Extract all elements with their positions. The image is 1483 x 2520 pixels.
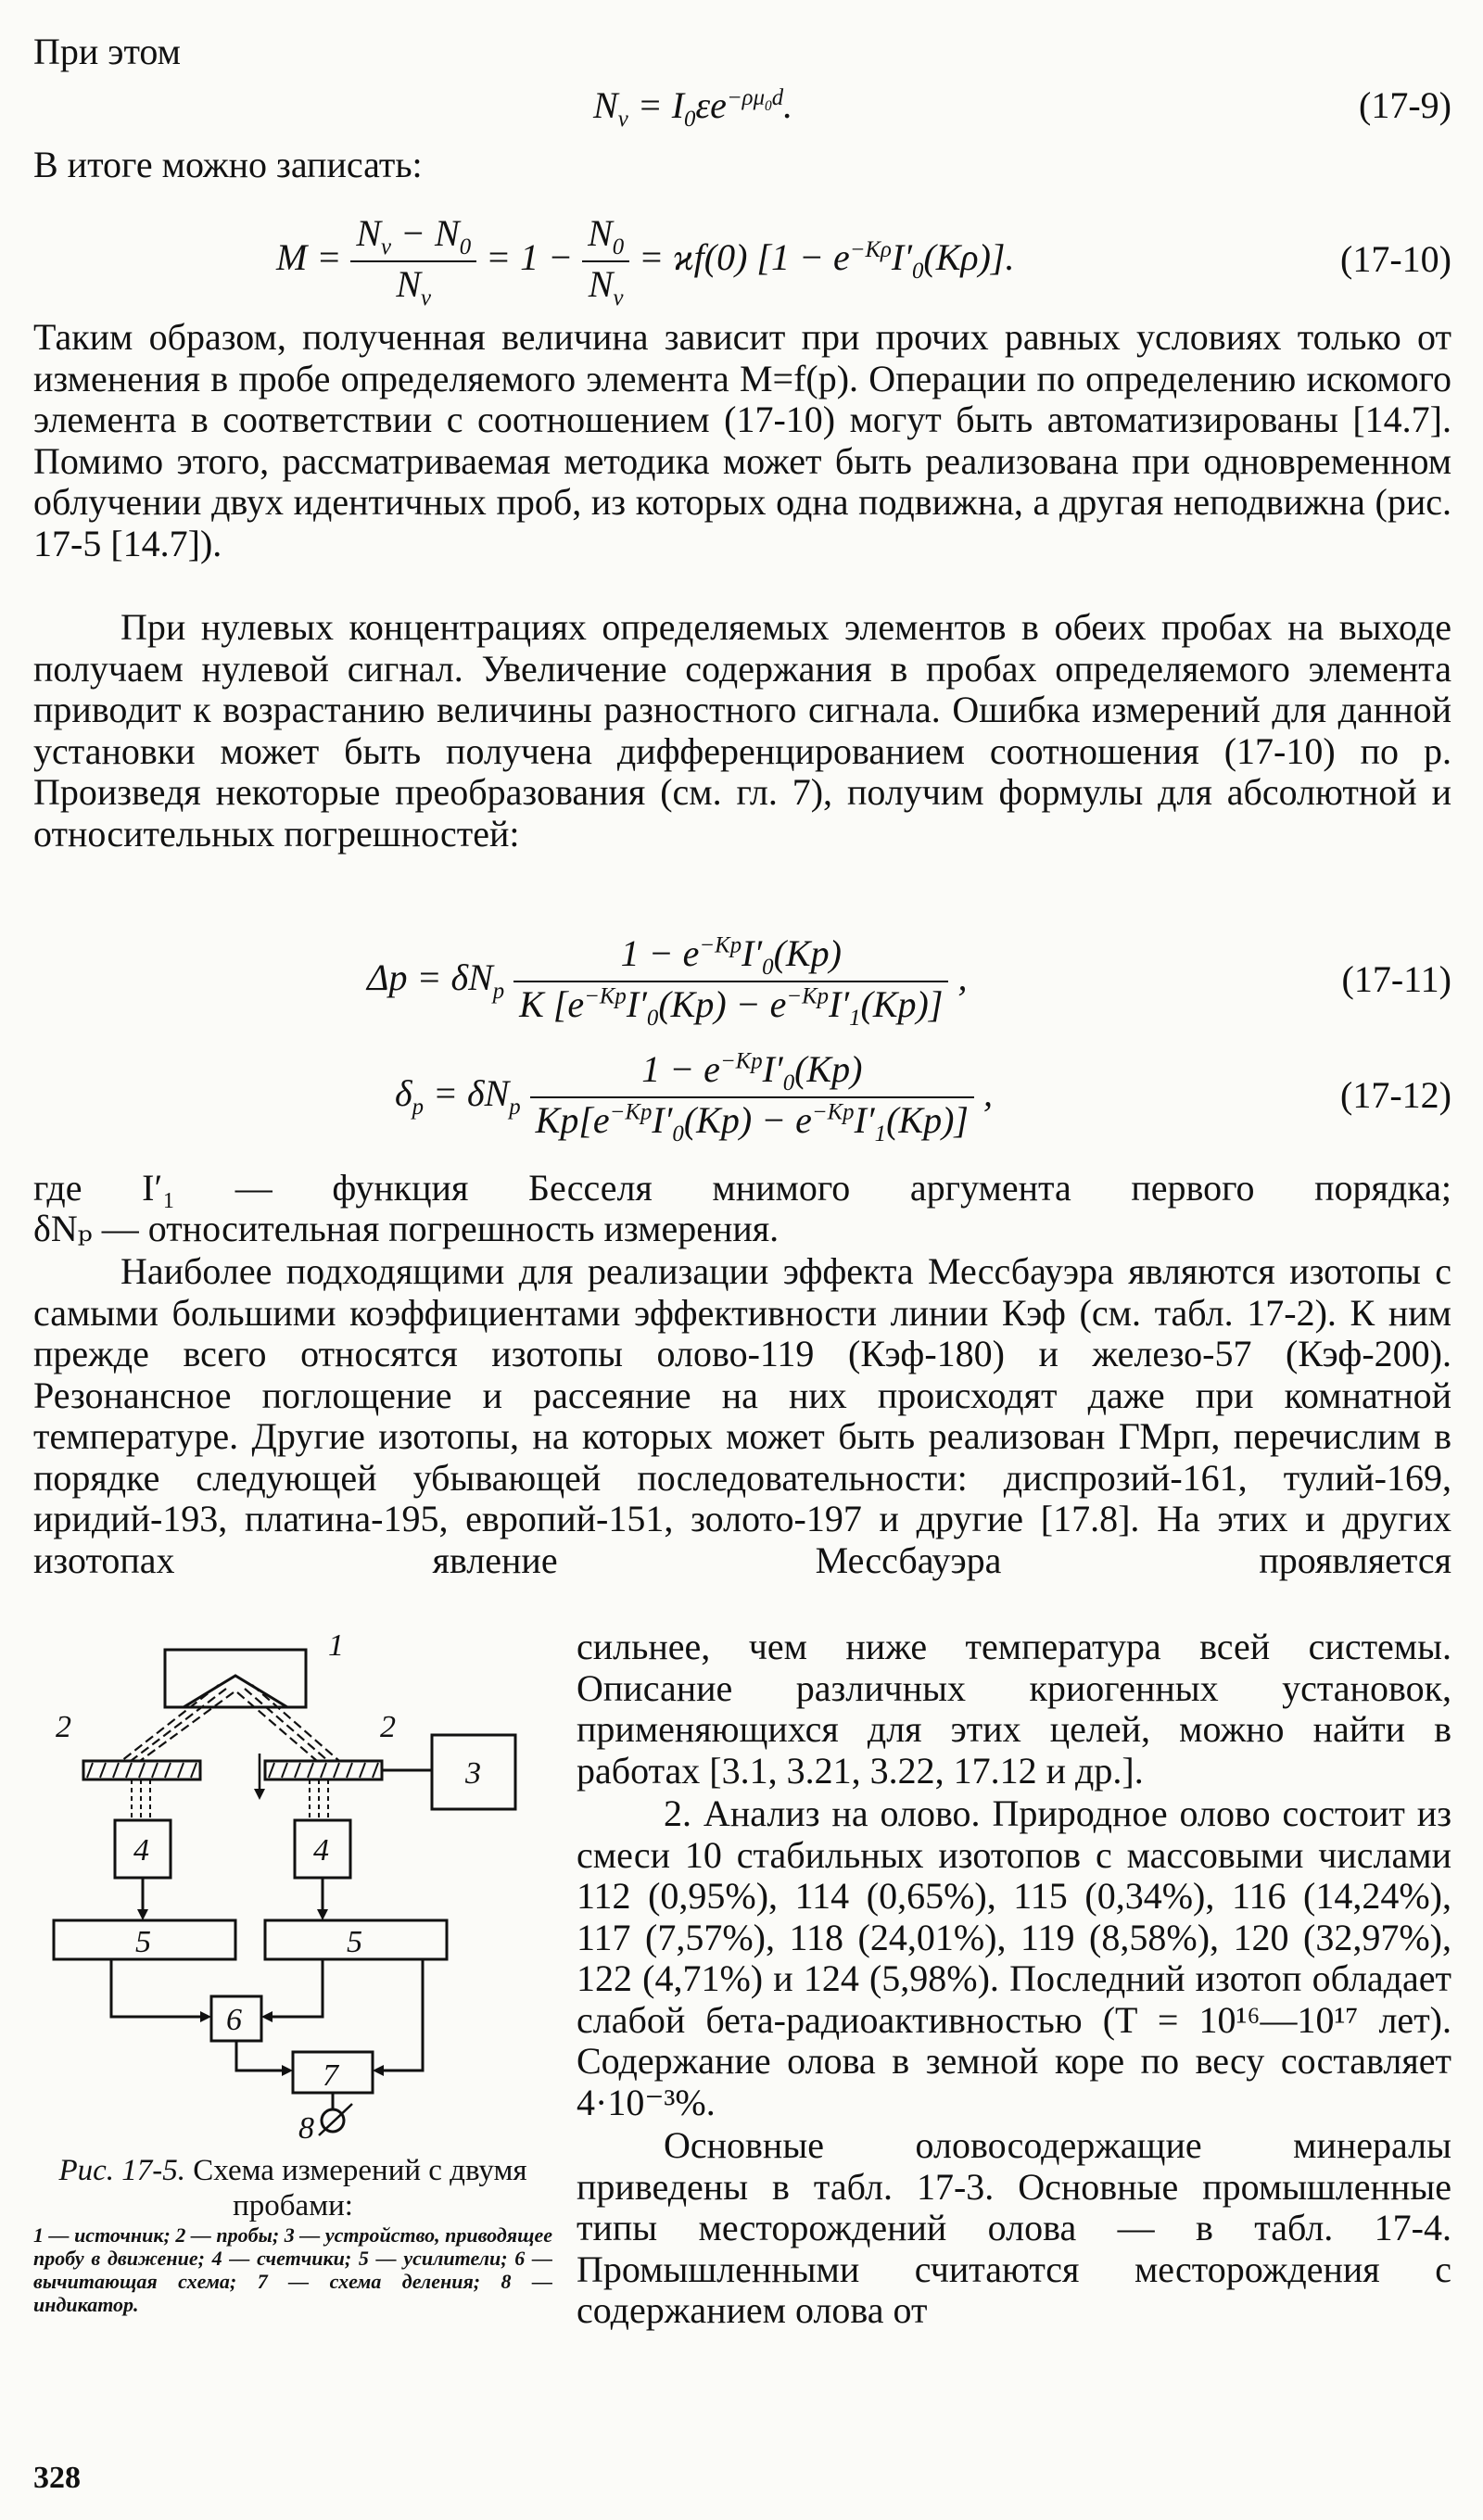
caption-prefix: Рис. 17-5. [58,2154,185,2187]
intro-line: При этом [33,31,181,72]
caption-legend: 1 — источник; 2 — пробы; 3 — устройство, приводящее пробу в движение; 4 — счетчики; 5 — усилители; 6 — вычитающая схема; 7 — схема деления; 8 — индикатор. [33,2223,552,2316]
where-line-2: δNₚ — относительная погрешность измерения. [33,1208,780,1249]
svg-text:2: 2 [380,1710,396,1744]
equation-number: (17-9) [1359,84,1451,126]
equation-number: (17-12) [1340,1074,1451,1116]
where-line-1: где I′₁ — функция Бесселя мнимого аргумента первого порядка; [33,1167,1451,1209]
equation-17-11: $\Delta p = \delta N_p$ $\frac{1 - e^{-Kp}I'_0(Kp)}{K [e^{-Kp}I'_0(Kp) - e^{-Kp}I'_1(Kp)]}$ , (17-11) [367,932,1451,1031]
figure-caption [33,2153,552,2316]
paragraph: Наиболее подходящими для реализации эффекта Мессбауэра являются изотопы с самыми большими коэффициентами эффективности линии Кэф (см. табл. 17-2). К ним прежде всего относятся изотопы олово-119 (Кэф-180) и железо-57 (Кэф-200). Резонансное поглощение и рассеяние на них происходят даже при комнатной температуре. Другие изотопы, на которых может быть реализован ГМрп, перечислим в порядке следующей убывающей последовательности: диспрозий-161, тулий-169, иридий-193, платина-195, европий-151, золото-197 и другие [17.8]. На этих и других изотопах явление Мессбауэра проявляется [33,1250,1451,1581]
svg-text:6: 6 [226,2003,242,2037]
source-shape [184,1676,287,1707]
svg-text:2: 2 [56,1710,71,1744]
paragraph: 2. Анализ на олово. Природное олово состоит из смеси 10 стабильных изотопов с массовыми числами 112 (0,95%), 114 (0,65%), 115 (0,34%), 116 (14,24%), 117 (7,57%), 118 (24,01%), 119 (8,58%), 120 (32,97%), 122 (4,71%) и 124 (5,98%). Последний изотоп обладает слабой бета-радиоактивностью (T = 10¹⁶—10¹⁷ лет). Содержание олова в земной коре по весу составляет 4·10⁻³%. [577,1792,1451,2123]
paragraph: Таким образом, полученная величина зависит при прочих равных условиях только от изменения в пробе определяемого элемента M=f(p). Операции по определению искомого элемента в соответствии с соотношением (17-10) могут быть автоматизированы [14.7]. Помимо этого, рассматриваемая методика может быть реализована при одновременном облучении двух идентичных проб, из которых одна подвижна, а другая неподвижна (рис. 17-5 [14.7]). [33,316,1451,564]
equation-number: (17-11) [1341,958,1451,1000]
svg-text:3: 3 [465,1756,481,1791]
intro-line-2: В итоге можно записать: [33,144,423,185]
svg-text:5: 5 [135,1925,151,1959]
paragraph: При нулевых концентрациях определяемых элементов в обеих пробах на выходе получаем нулевой сигнал. Увеличение содержания в пробах определяемого элемента приводит к возрастанию величины разностного сигнала. Ошибка измерений для данной установки может быть получена дифференцированием соотношения (17-10) по p. Произведя некоторые преобразования (см. гл. 7), получим формулы для абсолютной и относительных погрешностей: [33,606,1451,855]
page-number: 328 [33,2461,81,2495]
svg-text:7: 7 [323,2058,338,2093]
equation-17-10: M = $\frac{N_v - N_0}{N_v}$ = 1 − $\frac{N_0}{N_v}$ = ϰf(0) $[1 - e^{-K\rho}I'_0(K\rho)]$. (17-10) [276,212,1451,310]
measurement-scheme-diagram [33,1633,552,2143]
right-column [577,1627,1451,2332]
beam-to-counters [132,1779,328,1820]
paragraph: сильнее, чем ниже температура всей системы. Описание различных криогенных установок, применяющихся для этих целей, можно найти в работах [3.1, 3.21, 3.22, 17.12 и др.]. [577,1626,1451,1792]
svg-text:1: 1 [328,1633,344,1663]
caption-title: Схема измерений с двумя пробами: [193,2154,527,2222]
equation-17-9: $N_v = I_0\varepsilon e^{-\rho\mu_0d}$. (17-9) [593,84,1451,132]
svg-text:4: 4 [313,1833,329,1868]
figure-17-5 [33,1633,552,2316]
svg-text:5: 5 [347,1925,362,1959]
svg-text:4: 4 [133,1833,149,1868]
paragraph: Основные оловосодержащие минералы приведены в табл. 17-3. Основные промышленные типы месторождений олова — в табл. 17-4. Промышленными считаются месторождения с содержанием олова от [577,2124,1451,2331]
equation-number: (17-10) [1340,238,1451,280]
equation-17-12: $\delta_p = \delta N_p$ $\frac{1 - e^{-Kp}I'_0(Kp)}{Kp[e^{-Kp}I'_0(Kp) - e^{-Kp}I'_1(Kp)]}$ , (17-12) [395,1048,1451,1146]
svg-text:8: 8 [298,2111,314,2143]
